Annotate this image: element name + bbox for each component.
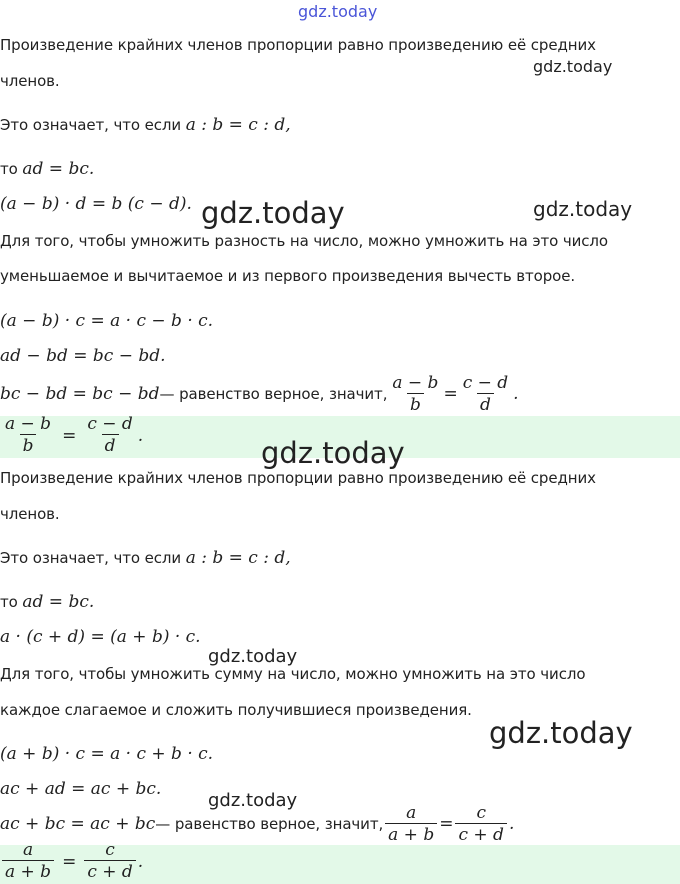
hint-text-line2: каждое слагаемое и сложить получившиеся произведения. (0, 701, 472, 719)
fraction-numerator: c − d (87, 416, 133, 434)
equals-sign: = (443, 384, 458, 404)
period: . (137, 425, 144, 446)
hint-text-line1: Для того, чтобы умножить сумму на число, можно умножить на это число (0, 665, 586, 683)
fraction-right (460, 373, 511, 416)
rule-text-line1: Произведение крайних членов пропорции равно произведению её средних (0, 469, 596, 487)
fraction-denominator: a + b (385, 823, 437, 846)
equation-4 (0, 372, 519, 416)
period: . (513, 384, 519, 404)
answer-expression (0, 845, 143, 883)
hint-text-line1: Для того, чтобы умножить разность на число, можно умножить на это число (0, 232, 608, 250)
equation-4-text: — равенство верное, значит, (159, 385, 388, 403)
fraction-numerator: c (105, 845, 115, 860)
hint-text-line2: уменьшаемое и вычитаемое и из первого произведения вычесть второе. (0, 267, 576, 285)
fraction-right (455, 803, 506, 846)
means-prefix: Это означает, что если (0, 549, 186, 567)
watermark: gdz.today (201, 196, 345, 230)
watermark: gdz.today (489, 716, 633, 750)
answer-expression (0, 416, 143, 457)
rule-text-line2: членов. (0, 505, 60, 523)
fraction-numerator: a − b (392, 372, 439, 393)
fraction-numerator: c − d (462, 372, 509, 393)
fraction-denominator: c + d (84, 860, 135, 883)
period: . (508, 814, 515, 834)
fraction-left (2, 416, 54, 457)
equation-2: (a + b) · c = a · c + b · c. (0, 744, 214, 764)
fraction-denominator: d (477, 393, 494, 416)
equals-sign: = (62, 425, 77, 446)
watermark: gdz.today (208, 790, 298, 811)
fraction-denominator: c + d (455, 823, 506, 846)
rule-text-line2: членов. (0, 72, 60, 90)
equals-sign: = (439, 814, 454, 834)
proportion-expression: a : b = c : d, (185, 115, 291, 135)
fraction-numerator: c (476, 802, 486, 823)
watermark: gdz.today (261, 436, 405, 470)
product-expression: ad = bc. (22, 592, 95, 612)
equation-4-expression: bc − bd = bc − bd (0, 384, 160, 404)
then-prefix: то (0, 160, 23, 178)
answer-box (0, 845, 680, 884)
fraction-right (84, 416, 135, 457)
equation-4-text: — равенство верное, значит, (155, 815, 384, 833)
equation-4-expression: ac + bc = ac + bc (0, 814, 156, 834)
fraction-denominator: d (102, 434, 119, 457)
equation-3: ad − bd = bc − bd. (0, 346, 166, 366)
rule-text-line1: Произведение крайних членов пропорции равно произведению её средних (0, 36, 596, 54)
fraction-numerator: a (22, 845, 34, 860)
then-prefix: то (0, 593, 23, 611)
period: . (137, 851, 144, 872)
fraction-left (2, 845, 54, 883)
equation-1: (a − b) · d = b (c − d). (0, 194, 192, 214)
watermark-top: gdz.today (298, 2, 378, 21)
proportion-expression: a : b = c : d, (185, 548, 291, 568)
product-expression: ad = bc. (22, 159, 95, 179)
watermark: gdz.today (533, 57, 613, 76)
watermark: gdz.today (208, 646, 298, 667)
equation-1: a · (c + d) = (a + b) · c. (0, 627, 201, 647)
equals-sign: = (62, 851, 77, 872)
means-prefix: Это означает, что если (0, 116, 186, 134)
then-line (0, 159, 94, 179)
fraction-denominator: a + b (2, 860, 54, 883)
equation-3: ac + ad = ac + bc. (0, 779, 162, 799)
fraction-right (84, 845, 135, 883)
fraction-denominator: b (407, 393, 424, 416)
fraction-numerator: a (406, 802, 417, 823)
fraction-numerator: a − b (5, 416, 52, 434)
means-line (0, 548, 291, 568)
equation-4 (0, 801, 514, 847)
means-line (0, 115, 291, 135)
equation-2: (a − b) · c = a · c − b · c. (0, 311, 214, 331)
watermark: gdz.today (533, 197, 633, 221)
fraction-left (385, 803, 437, 846)
fraction-left (389, 373, 441, 416)
fraction-denominator: b (20, 434, 37, 457)
then-line (0, 592, 94, 612)
